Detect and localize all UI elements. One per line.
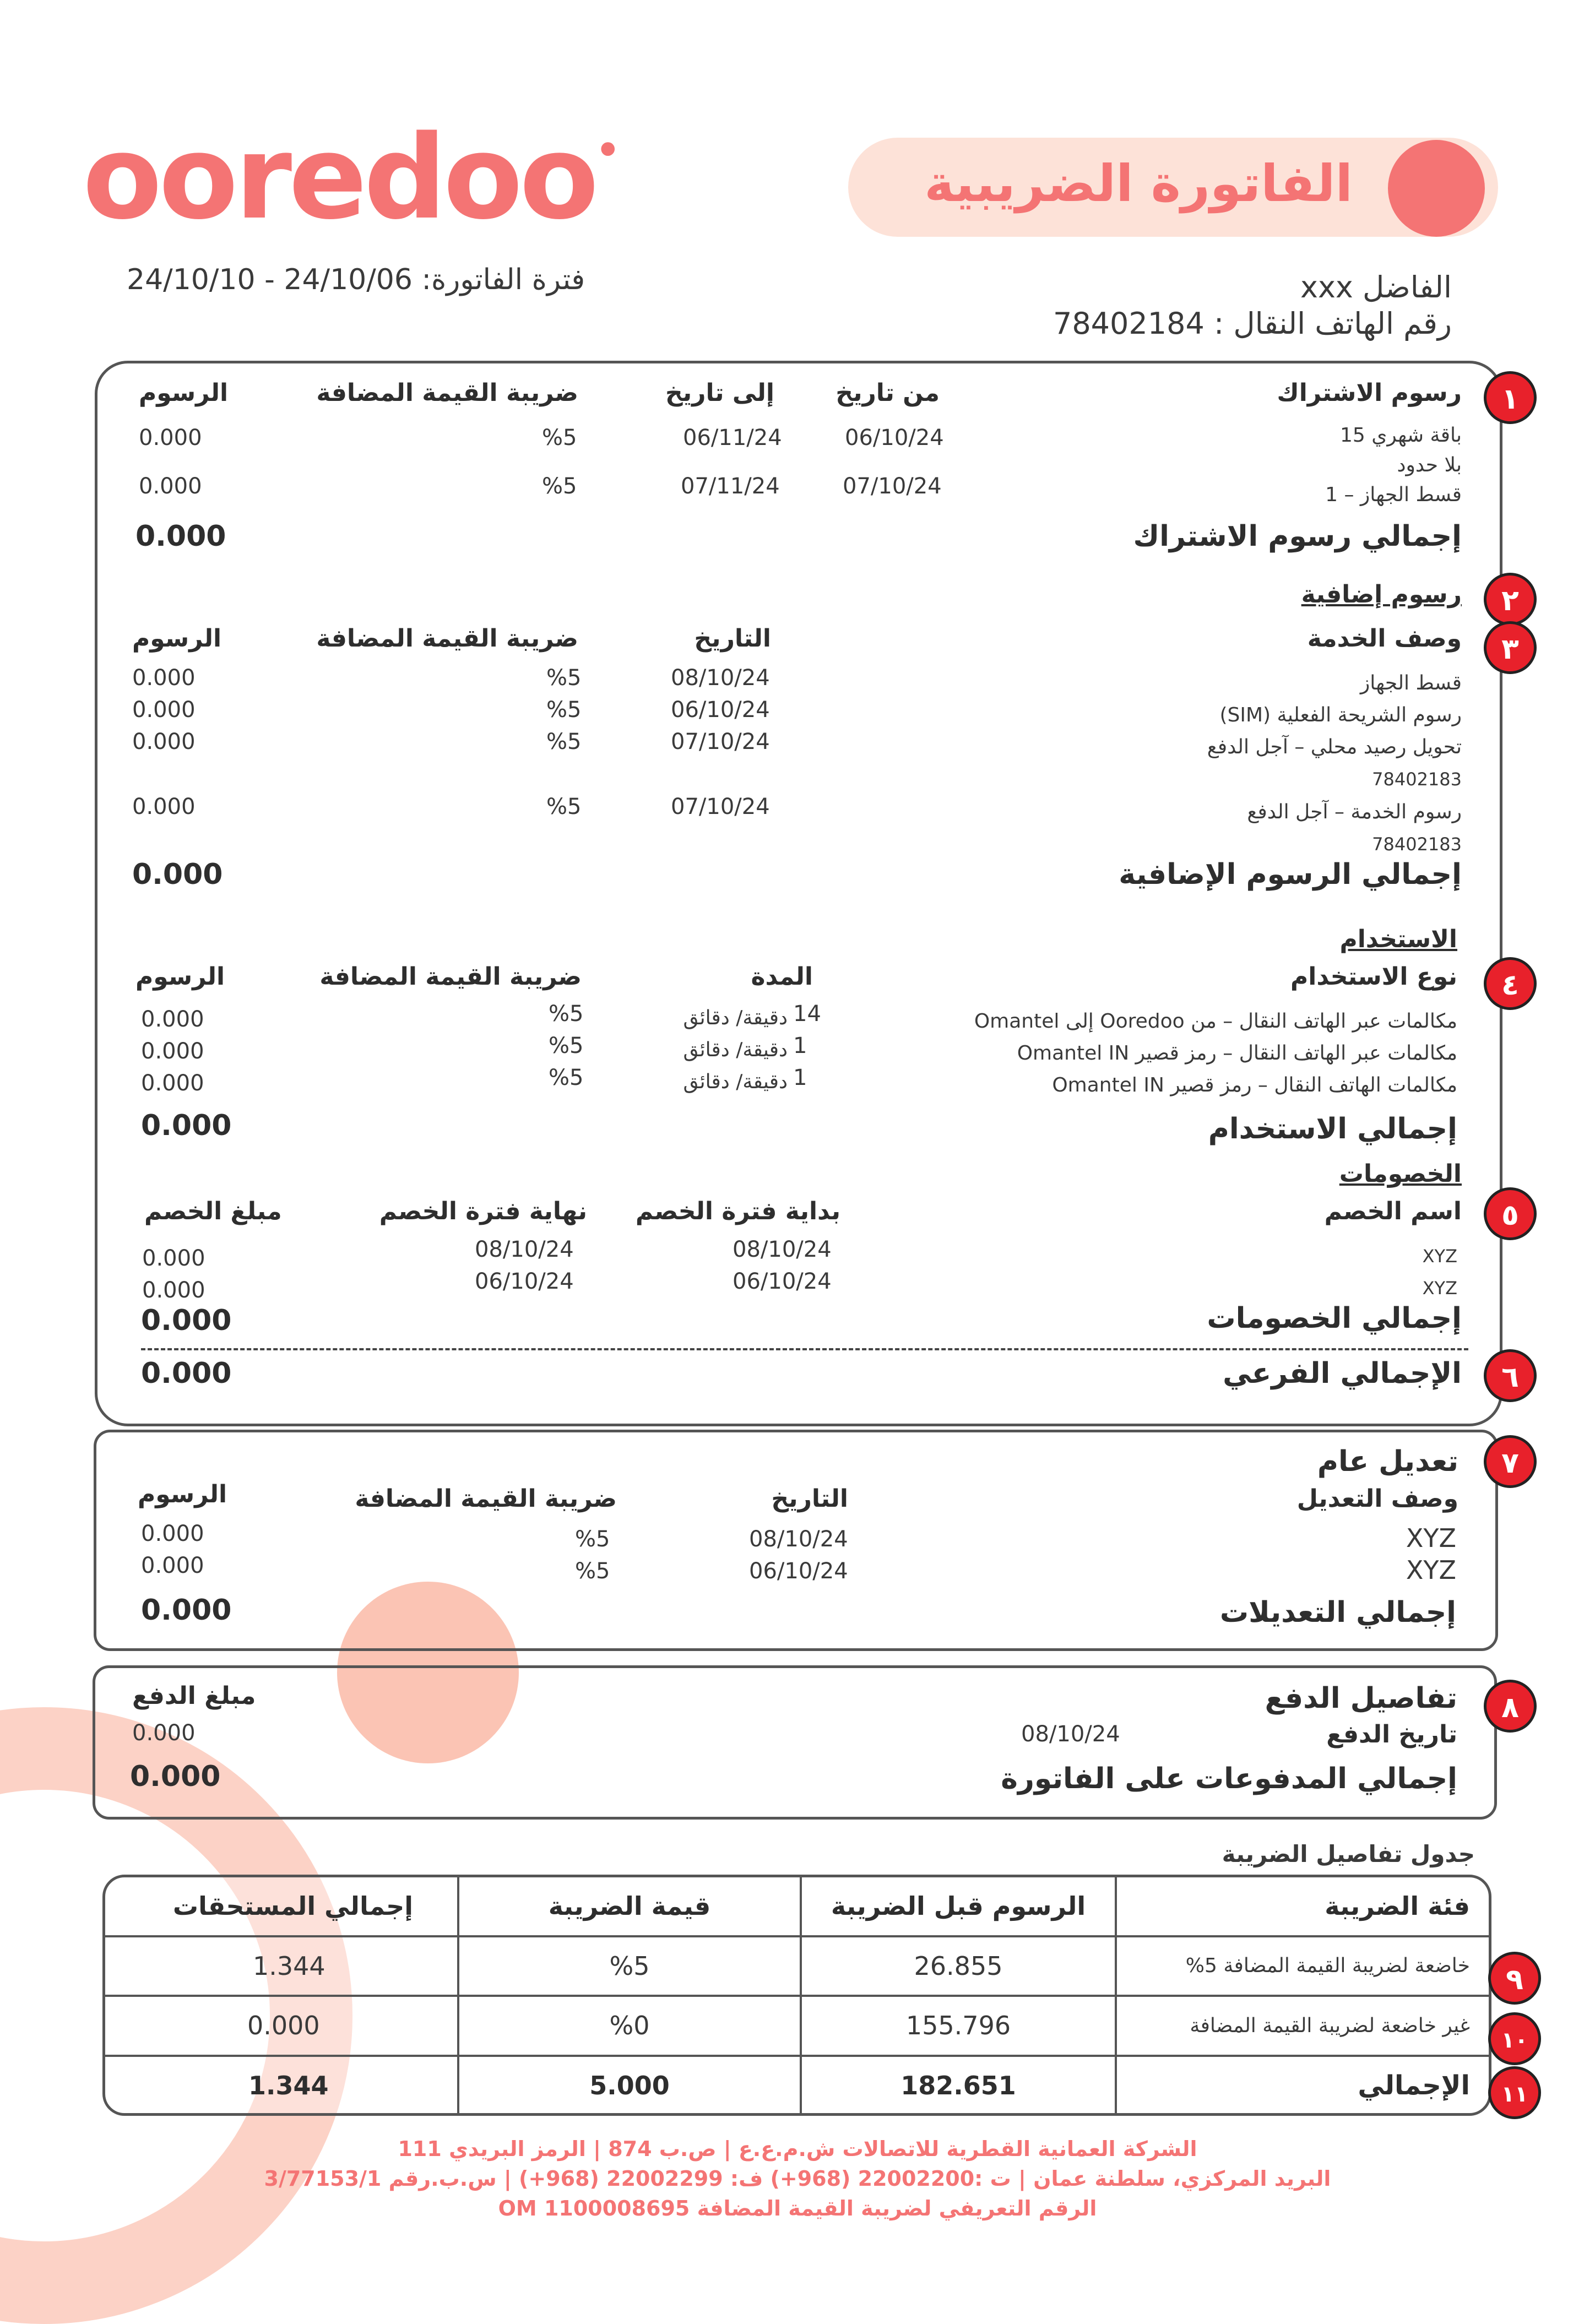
additional-total: 0.000	[132, 858, 223, 891]
payment-date-label: تاريخ الدفع	[1326, 1720, 1457, 1749]
add-row-3-sub: 78402183	[1372, 769, 1462, 790]
tax-row-1-total: 1.344	[104, 1936, 458, 1996]
subscription-total: 0.000	[135, 520, 226, 553]
badge-10: ١٠	[1488, 2012, 1541, 2065]
payment-amount: 0.000	[132, 1720, 196, 1746]
sub-row-2-from: 07/10/24	[843, 474, 942, 499]
adj-row-1-vat: %5	[575, 1527, 610, 1552]
usage-row-2-desc: مكالمات عبر الهاتف النقال – رمز قصير Omantel IN	[1017, 1042, 1457, 1065]
additional-total-label: إجمالي الرسوم الإضافية	[1119, 858, 1462, 891]
badge-7: ٧	[1484, 1435, 1537, 1488]
tax-table-frame	[102, 1875, 1491, 2116]
discounts-total-label: إجمالي الخصومات	[1207, 1302, 1462, 1335]
tax-row-2-before: 155.796	[801, 1996, 1116, 2056]
badge-8: ٨	[1484, 1680, 1537, 1733]
add-row-3-desc: تحويل رصيد محلي – آجل الدفع	[1207, 736, 1462, 758]
badge-6: ٦	[1484, 1349, 1537, 1402]
adjustment-total-label: إجمالي التعديلات	[1219, 1596, 1456, 1629]
adj-row-1-date: 08/10/24	[749, 1527, 848, 1552]
footer-line-2: البريد المركزي، سلطنة عمان | ت :22002200 (968+) ف: 22002299 (968+) | س.ب.رقم 3/77153/1	[264, 2166, 1331, 2191]
discount-row-1-name: XYZ	[1422, 1246, 1457, 1267]
usage-row-2-unit: دقيقة/ دقائق	[683, 1039, 788, 1061]
discount-row-1-amount: 0.000	[142, 1246, 205, 1271]
add-row-4-fee: 0.000	[132, 794, 196, 819]
add-row-2-vat: %5	[546, 697, 582, 723]
add-row-4-vat: %5	[546, 794, 582, 819]
sub-row-2-to: 07/11/24	[681, 474, 780, 499]
adj-row-2-fee: 0.000	[141, 1553, 204, 1578]
badge-5: ٥	[1484, 1187, 1537, 1240]
col-discount-name: اسم الخصم	[1324, 1197, 1462, 1225]
adj-row-2-vat: %5	[575, 1559, 610, 1584]
subtotal-label: الإجمالي الفرعي	[1223, 1357, 1462, 1390]
col-service-desc: وصف الخدمة	[1307, 625, 1462, 653]
sub-row-2-desc: قسط الجهاز – 1	[1325, 484, 1462, 506]
payment-title: تفاصيل الدفع	[1265, 1682, 1457, 1715]
add-row-1-desc: قسط الجهاز	[1360, 672, 1462, 694]
sub-row-1-desc: باقة شهري 15	[1340, 424, 1462, 447]
usage-col-fee: الرسوم	[135, 963, 225, 991]
tax-total-due: 1.344	[104, 2056, 458, 2116]
usage-row-2-qty: 1	[793, 1033, 807, 1058]
col-discount-start: بداية فترة الخصم	[635, 1197, 840, 1225]
sub-row-2-fee: 0.000	[139, 474, 202, 499]
add-row-4-sub: 78402183	[1372, 834, 1462, 855]
discount-row-1-end: 08/10/24	[475, 1237, 574, 1262]
adj-col-fee: الرسوم	[138, 1480, 227, 1508]
usage-row-1-unit: دقيقة/ دقائق	[683, 1007, 788, 1029]
usage-row-3-qty: 1	[793, 1065, 807, 1090]
add-row-4-desc: رسوم الخدمة – آجل الدفع	[1247, 801, 1462, 823]
discount-row-2-end: 06/10/24	[475, 1269, 574, 1294]
tax-row-1-value: %5	[458, 1936, 801, 1996]
badge-1: ١	[1484, 371, 1537, 424]
col-from-date: من تاريخ	[836, 379, 940, 407]
discounts-total: 0.000	[141, 1304, 232, 1337]
adj-col-date: التاريخ	[771, 1485, 848, 1513]
add-row-3-date: 07/10/24	[671, 729, 770, 754]
badge-3: ٣	[1484, 621, 1537, 674]
tax-row-2-value: %0	[458, 1996, 801, 2056]
subscription-title: رسوم الاشتراك	[1277, 379, 1462, 407]
additional-title: رسوم إضافية	[1301, 580, 1462, 609]
sub-row-1-vat: %5	[542, 425, 577, 450]
footer-line-1: الشركة العمانية القطرية للاتصالات ش.م.ع.ع | ص.ب 874 | الرمز البريدي 111	[398, 2137, 1197, 2161]
adjustment-total: 0.000	[141, 1594, 232, 1627]
adj-row-2-desc: XYZ	[1406, 1555, 1456, 1585]
add-row-2-fee: 0.000	[132, 697, 196, 723]
badge-9: ٩	[1488, 1952, 1541, 2005]
col-duration: المدة	[751, 963, 813, 991]
discount-row-2-start: 06/10/24	[733, 1269, 832, 1294]
subtotal-value: 0.000	[141, 1357, 232, 1390]
col-discount-amount: مبلغ الخصم	[144, 1197, 282, 1225]
discounts-title: الخصومات	[1339, 1160, 1462, 1188]
sub-row-1-fee: 0.000	[139, 425, 202, 450]
col-fee: الرسوم	[139, 379, 229, 407]
usage-row-1-fee: 0.000	[141, 1007, 204, 1032]
usage-title: الاستخدام	[1339, 925, 1457, 953]
tax-total-label: الإجمالي	[1116, 2056, 1491, 2116]
discount-row-1-start: 08/10/24	[733, 1237, 832, 1262]
payment-total: 0.000	[130, 1760, 221, 1793]
badge-4: ٤	[1484, 957, 1537, 1010]
tax-header-before: الرسوم قبل الضريبة	[801, 1876, 1116, 1936]
col-to-date: إلى تاريخ	[665, 379, 774, 407]
col-discount-end: نهاية فترة الخصم	[379, 1197, 587, 1225]
adj-row-1-fee: 0.000	[141, 1521, 204, 1546]
adj-col-vat: ضريبة القيمة المضافة	[355, 1485, 617, 1513]
invoice-period: فترة الفاتورة: 24/10/06 - 24/10/10	[127, 263, 585, 296]
add-col-vat: ضريبة القيمة المضافة	[316, 625, 578, 653]
title-pill-dot	[1388, 140, 1485, 237]
add-row-3-fee: 0.000	[132, 729, 196, 754]
usage-total-label: إجمالي الاستخدام	[1208, 1112, 1457, 1145]
usage-row-3-fee: 0.000	[141, 1071, 204, 1096]
subtotal-divider	[141, 1348, 1468, 1350]
tax-header-category: فئة الضريبة	[1116, 1876, 1491, 1936]
usage-row-1-desc: مكالمات عبر الهاتف النقال – من Ooredoo إلى Omantel	[974, 1010, 1457, 1033]
usage-row-3-vat: %5	[549, 1065, 584, 1090]
discount-row-2-amount: 0.000	[142, 1278, 205, 1303]
payment-amount-label: مبلغ الدفع	[132, 1682, 256, 1710]
tax-header-value: قيمة الضريبة	[458, 1876, 801, 1936]
tax-header-total: إجمالي المستحقات	[104, 1876, 458, 1936]
usage-row-2-vat: %5	[549, 1033, 584, 1058]
tax-row-1-category: خاضعة لضريبة القيمة المضافة 5%	[1116, 1936, 1491, 1996]
add-row-2-date: 06/10/24	[671, 697, 770, 723]
sub-row-2-vat: %5	[542, 474, 577, 499]
col-adjustment-desc: وصف التعديل	[1296, 1485, 1458, 1513]
payment-total-label: إجمالي المدفوعات على الفاتورة	[1001, 1762, 1457, 1795]
customer-name: الفاضل xxx	[1300, 270, 1452, 305]
footer-line-3: الرقم التعريفي لضريبة القيمة المضافة OM 1100008695	[498, 2196, 1097, 2220]
tax-row-1-before: 26.855	[801, 1936, 1116, 1996]
tax-row-2-total: 0.000	[104, 1996, 458, 2056]
add-col-fee: الرسوم	[132, 625, 222, 653]
payment-date: 08/10/24	[1021, 1722, 1120, 1747]
usage-row-1-qty: 14	[793, 1001, 821, 1027]
usage-row-3-unit: دقيقة/ دقائق	[683, 1071, 788, 1093]
badge-11: ١١	[1488, 2066, 1541, 2119]
usage-row-3-desc: مكالمات الهاتف النقال – رمز قصير Omantel IN	[1052, 1074, 1457, 1096]
col-vat: ضريبة القيمة المضافة	[316, 379, 578, 407]
tax-total-before: 182.651	[801, 2056, 1116, 2116]
sub-row-1-desc2: بلا حدود	[1397, 454, 1462, 476]
tax-row-2-category: غير خاضعة لضريبة القيمة المضافة	[1116, 1996, 1491, 2056]
add-row-1-vat: %5	[546, 665, 582, 691]
invoice-title: الفاتورة الضريبية	[924, 154, 1353, 213]
usage-total: 0.000	[141, 1109, 232, 1142]
customer-mobile: رقم الهاتف النقال : 78402184	[1053, 306, 1452, 341]
adj-row-2-date: 06/10/24	[749, 1559, 848, 1584]
tax-total-value: 5.000	[458, 2056, 801, 2116]
add-row-1-date: 08/10/24	[671, 665, 770, 691]
add-row-2-desc: رسوم الشريحة الفعلية (SIM)	[1219, 704, 1462, 726]
usage-row-2-fee: 0.000	[141, 1039, 204, 1064]
adjustment-title: تعديل عام	[1317, 1445, 1458, 1478]
tax-table	[103, 1875, 1491, 2116]
badge-2: ٢	[1484, 573, 1537, 626]
add-row-3-vat: %5	[546, 729, 582, 754]
subscription-total-label: إجمالي رسوم الاشتراك	[1133, 520, 1462, 553]
add-row-1-fee: 0.000	[132, 665, 196, 691]
col-usage-type: نوع الاستخدام	[1290, 963, 1457, 991]
adj-row-1-desc: XYZ	[1406, 1523, 1456, 1553]
add-row-4-date: 07/10/24	[671, 794, 770, 819]
usage-col-vat: ضريبة القيمة المضافة	[319, 963, 582, 991]
sub-row-1-from: 06/10/24	[845, 425, 944, 450]
sub-row-1-to: 06/11/24	[683, 425, 782, 450]
tax-table-caption: جدول تفاصيل الضريبة	[1222, 1840, 1475, 1867]
add-col-date: التاريخ	[694, 625, 771, 653]
logo: ooredoo•	[83, 110, 617, 245]
discount-row-2-name: XYZ	[1422, 1278, 1457, 1299]
usage-row-1-vat: %5	[549, 1001, 584, 1027]
